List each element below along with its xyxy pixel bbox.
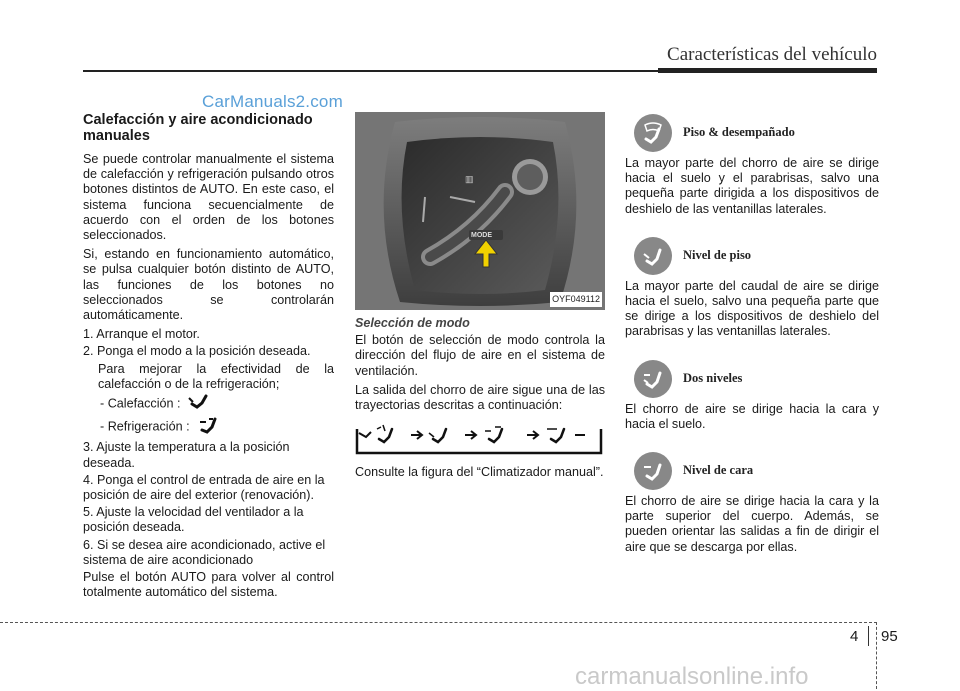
watermark-top: CarManuals2.com: [202, 92, 343, 111]
column-middle: [355, 112, 605, 484]
climate-control-photo: [355, 112, 605, 310]
paragraph: Si, estando en funcionamiento automático, se pulsa cualquier botón distinto de AUTO, las funciones de los botones no seleccionados se controlarán automáticamente.: [83, 247, 334, 323]
mode-sequence-diagram: [355, 419, 605, 455]
column-right: [625, 112, 879, 559]
subsection-title: Selección de modo: [355, 316, 470, 330]
header-rule-accent: [658, 68, 877, 73]
page-number-separator: [868, 626, 869, 646]
svg-text:▥: ▥: [465, 174, 474, 184]
mode-name: Dos niveles: [683, 371, 743, 386]
footer-rule: [0, 622, 877, 623]
paragraph: Consulte la figura del “Climatizador manual”.: [355, 465, 604, 480]
step-2: 2. Ponga el modo a la posición deseada.: [83, 344, 311, 359]
cool-row: [83, 416, 334, 438]
mode-button-label: MODE: [471, 232, 492, 239]
step-2-detail: Para mejorar la efectividad de la calefacción o de la refrigeración;: [98, 361, 334, 391]
photo-caption: OYF049112: [550, 292, 602, 307]
header-title: Características del vehículo: [667, 44, 877, 65]
mode-floor-header: [625, 239, 879, 273]
mode-bi-level-header: [625, 362, 879, 396]
step-6: 6. Si se desea aire acondicionado, active el sistema de aire acondicionado: [83, 537, 326, 567]
mode-floor-defrost-header: [625, 116, 879, 150]
step-4: 4. Ponga el control de entrada de aire en la posición de aire del exterior (renovación).: [83, 472, 325, 503]
watermark-bottom: carmanualsonline.info: [575, 663, 809, 690]
step-5: 5. Ajuste la velocidad del ventilador a la posición deseada.: [83, 505, 304, 535]
mode-description: El chorro de aire se dirige hacia la cara y hacia el suelo.: [625, 401, 879, 431]
section-title: Calefacción y aire acondicionado manuales: [83, 112, 313, 144]
mode-name: Nivel de cara: [683, 463, 754, 478]
floor-defrost-icon: [634, 114, 672, 152]
mode-description: La mayor parte del chorro de aire se dirige hacia el suelo y el parabrisas, salvo una pequeña parte dirigida a los dispositivos de deshielo de las ventanillas laterales.: [625, 156, 879, 216]
paragraph: Se puede controlar manualmente el sistema de calefacción y refrigeración pulsando otros botones distintos de AUTO. En este caso, el sistema funciona secuencialmente de acuerdo con el orden de los botones seleccionados.: [83, 152, 334, 243]
page-number: 95: [881, 628, 898, 645]
mode-face-header: [625, 454, 879, 488]
bi-level-icon: [634, 360, 672, 398]
paragraph: Pulse el botón AUTO para volver al control totalmente automático del sistema.: [83, 570, 334, 600]
heat-label: - Calefacción :: [100, 396, 181, 411]
mode-name: Piso & desempañado: [683, 125, 795, 140]
footer-divider: [876, 622, 877, 689]
mode-description: La mayor parte del caudal de aire se dirige hacia el suelo, salvo una pequeña parte que se dirige a los dispositivos de deshielo del parabrisas y las ventanillas laterales.: [625, 278, 879, 339]
mode-name: Nivel de piso: [683, 248, 752, 263]
floor-mode-icon: [188, 394, 210, 414]
step-1: 1. Arranque el motor.: [83, 327, 200, 342]
column-left: [83, 112, 334, 604]
cool-label: - Refrigeración :: [100, 419, 190, 434]
paragraph: La salida del chorro de aire sigue una de las trayectorias descritas a continuación:: [355, 382, 605, 413]
step-3: 3. Ajuste la temperatura a la posición deseada.: [83, 440, 290, 470]
heat-row: [83, 394, 334, 414]
mode-description: El chorro de aire se dirige hacia la cara y la parte superior del cuerpo. Además, se pueden orientar las salidas a fin de dirigir el aire que se descarga por ellas.: [625, 494, 879, 554]
chapter-number: 4: [850, 628, 859, 645]
face-mode-icon: [197, 416, 219, 438]
floor-mode-icon: [634, 237, 672, 275]
face-mode-icon: [634, 452, 672, 490]
paragraph: El botón de selección de modo controla la dirección del flujo de aire en el sistema de ventilación.: [355, 333, 605, 378]
